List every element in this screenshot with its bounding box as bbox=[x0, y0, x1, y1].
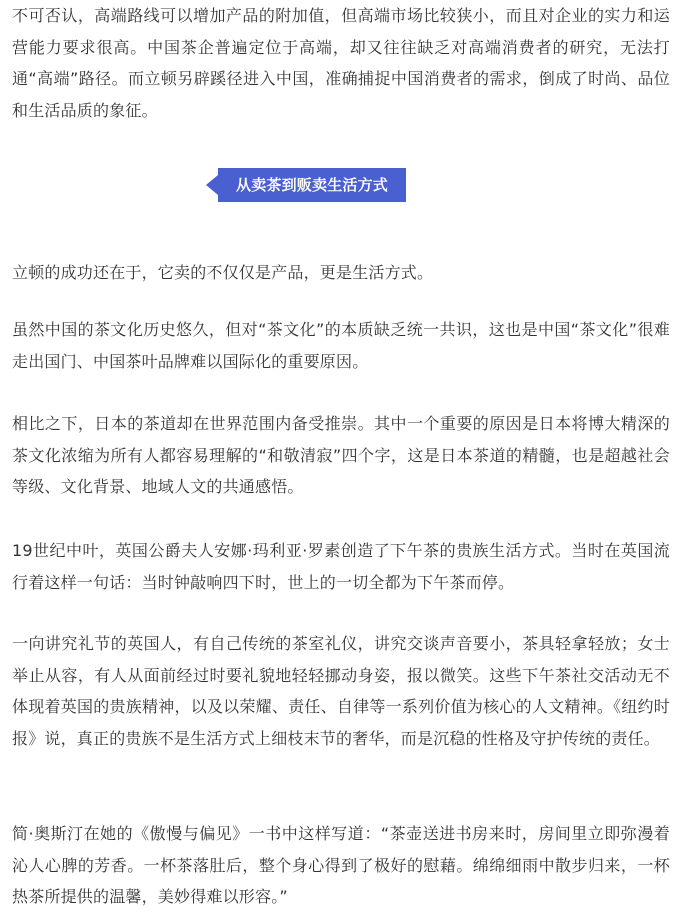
section-heading-banner bbox=[206, 168, 442, 202]
paragraph-jane-austen-quote: 简·奥斯汀在她的《傲慢与偏见》一书中这样写道：“茶壶送进书房来时，房间里立即弥漫着沁人心脾的芳香。一杯茶落肚后，整个身心得到了极好的慰藉。绵绵细雨中散步归来，一杯热茶所提供的温馨，美妙得难以形容。” bbox=[12, 824, 670, 906]
paragraph-chinese-tea-culture: 虽然中国的茶文化历史悠久，但对“茶文化”的本质缺乏统一共识，这也是中国“茶文化”很难走出国门、中国茶叶品牌难以国际化的重要原因。 bbox=[12, 320, 670, 371]
paragraph-japanese-tea-ceremony: 相比之下，日本的茶道却在世界范围内备受推崇。其中一个重要的原因是日本将博大精深的茶文化浓缩为所有人都容易理解的“和敬清寂”四个字，这是日本茶道的精髓，也是超越社会等级、文化背景、地域人文的共通感悟。 bbox=[12, 414, 670, 496]
paragraph-lipton-lifestyle: 立顿的成功还在于，它卖的不仅仅是产品，更是生活方式。 bbox=[12, 263, 434, 282]
intro-paragraph: 不可否认，高端路线可以增加产品的附加值，但高端市场比较狭小，而且对企业的实力和运营能力要求很高。中国茶企普遍定位于高端，却又往往缺乏对高端消费者的研究，无法打通“高端”路径。而立顿另辟蹊径进入中国，准确捕捉中国消费者的需求，倒成了时尚、品位和生活品质的象征。 bbox=[12, 6, 670, 120]
paragraph-english-tea-etiquette: 一向讲究礼节的英国人，有自己传统的茶室礼仪，讲究交谈声音要小，茶具轻拿轻放；女士举止从容，有人从面前经过时要礼貌地轻轻挪动身姿，报以微笑。这些下午茶社交活动无不体现着英国的贵族精神，以及以荣耀、责任、自律等一系列价值为核心的人文精神。《纽约时报》说，真正的贵族不是生活方式上细枝末节的奢华，而是沉稳的性格及守护传统的责任。 bbox=[12, 634, 670, 748]
paragraph-afternoon-tea-origin: 19世纪中叶，英国公爵夫人安娜·玛利亚·罗素创造了下午茶的贵族生活方式。当时在英国流行着这样一句话：当时钟敲响四下时，世上的一切全都为下午茶而停。 bbox=[12, 541, 670, 592]
section-heading: 从卖茶到贩卖生活方式 bbox=[218, 168, 406, 202]
heading-arrow-decoration bbox=[206, 175, 218, 195]
